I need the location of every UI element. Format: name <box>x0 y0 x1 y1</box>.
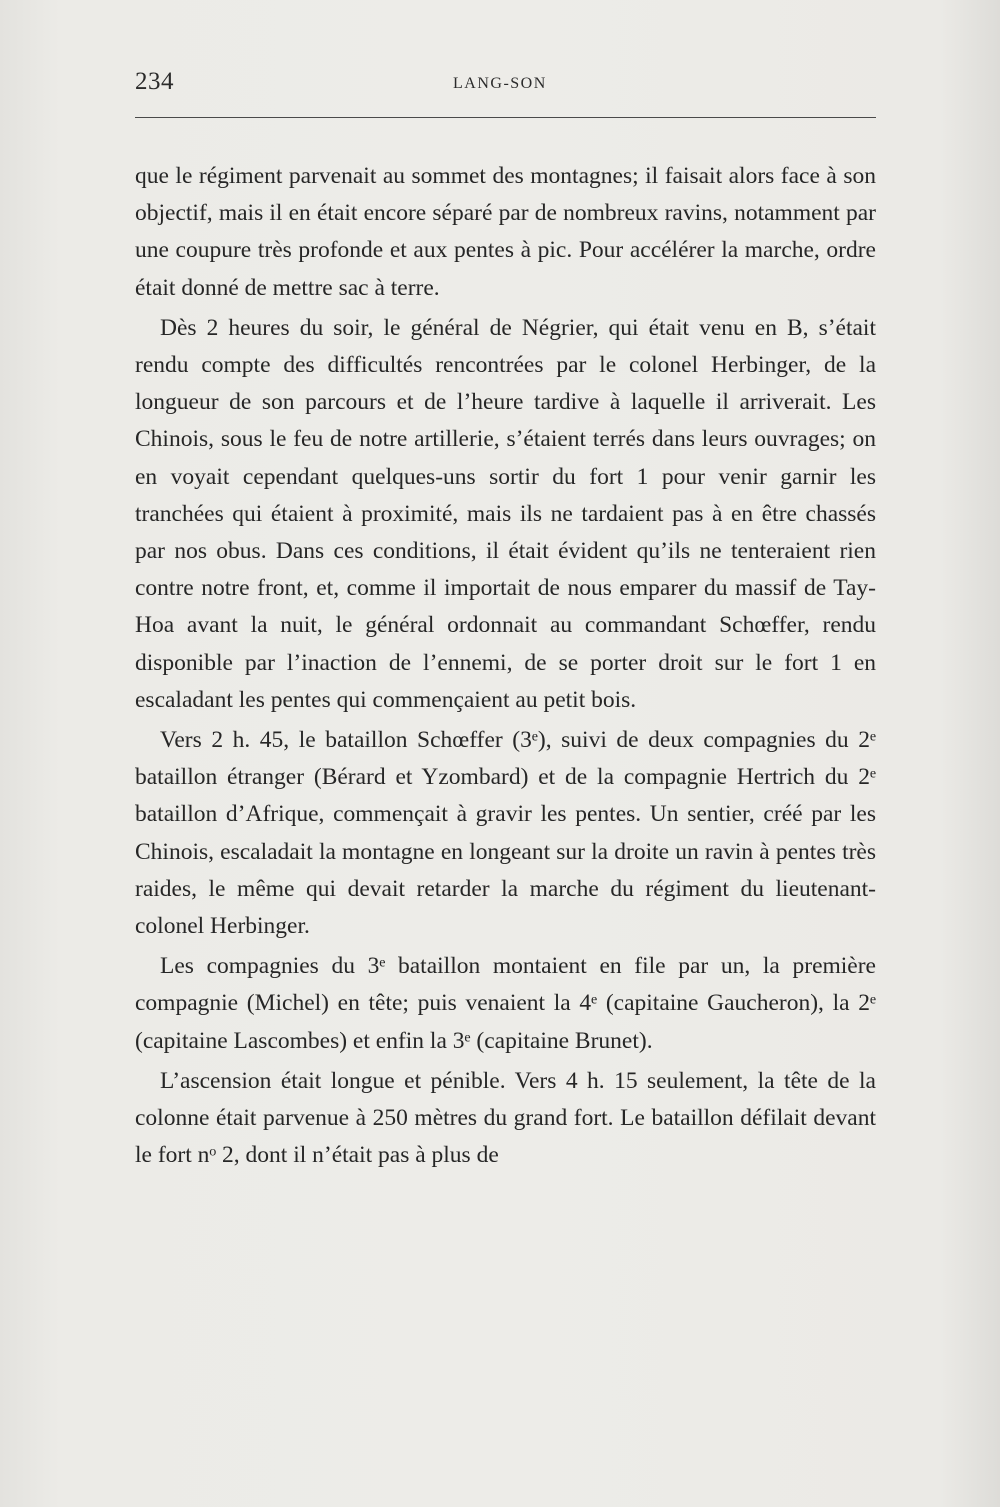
page-number: 234 <box>135 68 174 95</box>
page-header <box>135 66 876 106</box>
paragraph: L’ascension était longue et pénible. Vers 4 h. 15 seulement, la tête de la colonne était parvenue à 250 mètres du grand fort. Le bataillon défilait devant le fort nᵒ 2, dont il n’était pas à plus de <box>135 1067 876 1169</box>
running-title: LANG-SON <box>453 75 547 92</box>
paragraph: Les compagnies du 3ᵉ bataillon montaient en file par un, la première compagnie (Michel) en tête; puis venaient la 4ᵉ (capitaine Gaucheron), la 2ᵉ (capitaine Lascombes) et enfin la 3ᵉ (capitaine Brunet). <box>135 953 876 1054</box>
header-divider <box>135 117 876 118</box>
body-text <box>135 158 876 1177</box>
paragraph: Vers 2 h. 45, le bataillon Schœffer (3ᵉ), suivi de deux compagnies du 2ᵉ bataillon étranger (Bérard et Yzombard) et de la compagnie Hertrich du 2ᵉ bataillon d’Afrique, commençait à gravir les pentes. Un sentier, créé par les Chinois, escaladait la montagne en longeant sur la droite un ravin à pentes très raides, le même qui devait retarder la marche du régiment du lieutenant-colonel Herbinger. <box>135 727 876 940</box>
paragraph: que le régiment parvenait au sommet des montagnes; il faisait alors face à son objectif, mais il en était encore séparé par de nombreux ravins, notamment par une coupure très profonde et aux pentes à pic. Pour accélérer la marche, ordre était donné de mettre sac à terre. <box>135 163 876 301</box>
paragraph: Dès 2 heures du soir, le général de Négrier, qui était venu en B, s’était rendu compte des difficultés rencontrées par le colonel Herbinger, de la longueur de son parcours et de l’heure tardive à laquelle il arriverait. Les Chinois, sous le feu de notre artillerie, s’étaient terrés dans leurs ouvrages; on en voyait cependant quelques-uns sortir du fort 1 pour venir garnir les tranchées qui étaient à proximité, mais ils ne tardaient pas à en être chassés par nos obus. Dans ces conditions, il était évident qu’ils ne tenteraient rien contre notre front, et, comme il importait de nous emparer du massif de Tay-Hoa avant la nuit, le général ordonnait au commandant Schœffer, rendu disponible par l’inaction de l’ennemi, de se porter droit sur le fort 1 en escaladant les pentes qui commençaient au petit bois. <box>135 314 876 713</box>
